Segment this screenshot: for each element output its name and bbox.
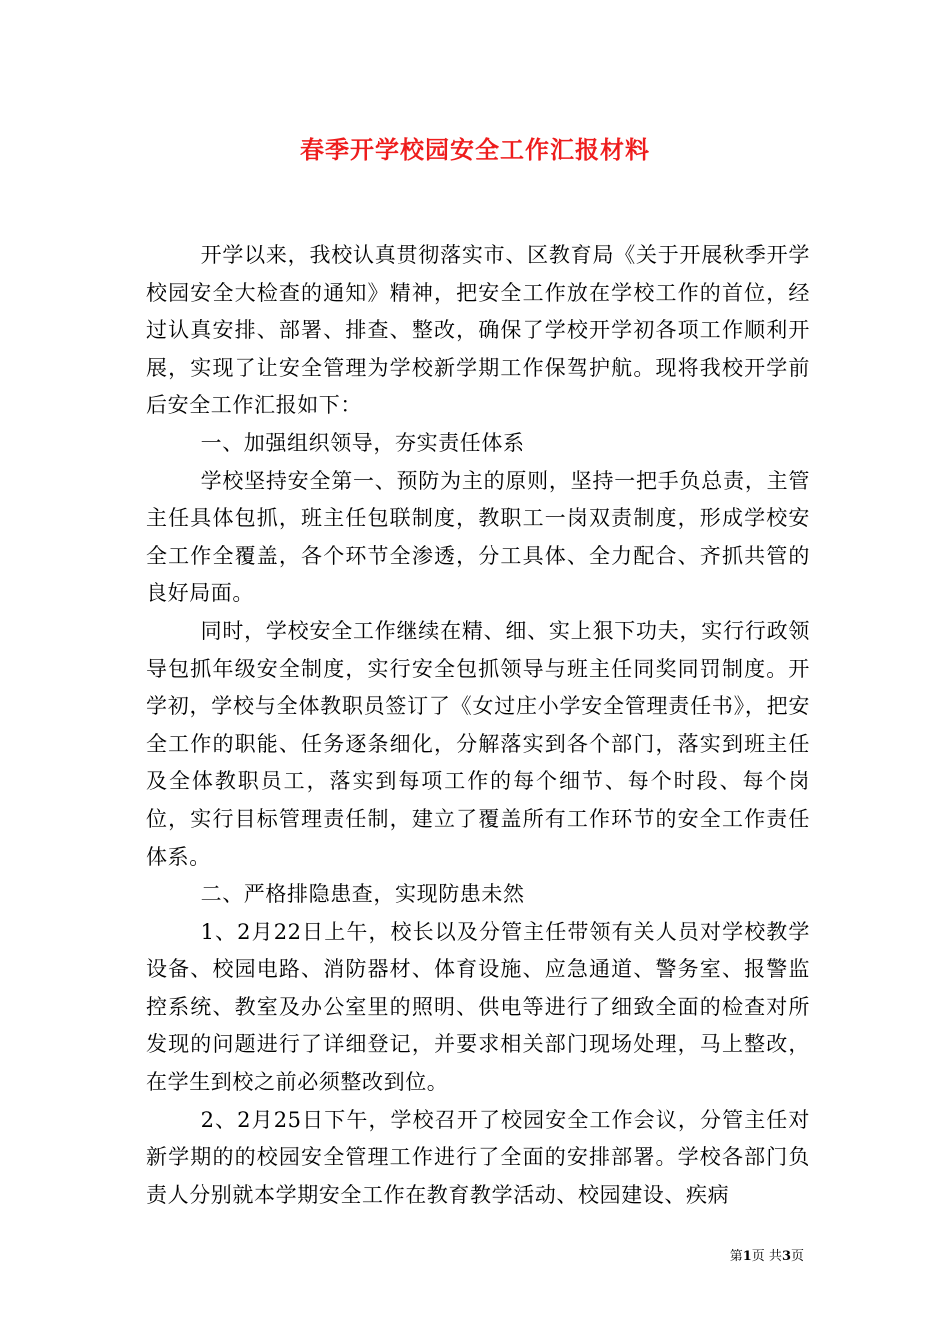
footer-middle: 页 共 <box>751 1249 782 1264</box>
paragraph-item-1: 1、2月22日上午，校长以及分管主任带领有关人员对学校教学设备、校园电路、消防器材、体育设施、应急通道、警务室、报警监控系统、教室及办公室里的照明、供电等进行了细致全面的检查对所发现的问题进行了详细登记，并要求相关部门现场处理，马上整改，在学生到校之前必须整改到位。 <box>146 919 810 1095</box>
section-heading-1: 一、加强组织领导，夯实责任体系 <box>200 430 525 455</box>
paragraph-responsibility: 学校坚持安全第一、预防为主的原则，坚持一把手负总责，主管主任具体包抓，班主任包联制度，教职工一岗双责制度，形成学校安全工作全覆盖，各个环节全渗透，分工具体、全力配合、齐抓共管的良好局面。 <box>146 468 810 606</box>
section-heading-2: 二、严格排隐患查，实现防患未然 <box>200 882 525 907</box>
footer-suffix: 页 <box>790 1249 804 1264</box>
page-number-footer <box>730 1248 804 1266</box>
document-body <box>146 237 810 1214</box>
footer-prefix: 第 <box>729 1249 743 1264</box>
document-title: 春季开学校园安全工作汇报材料 <box>300 135 650 164</box>
paragraph-item-2: 2、2月25日下午，学校召开了校园安全工作会议，分管主任对新学期的的校园安全管理工作进行了全面的安排部署。学校各部门负责人分别就本学期安全工作在教育教学活动、校园建设、疾病 <box>146 1107 810 1207</box>
footer-total-pages: 3 <box>781 1249 791 1264</box>
footer-current-page: 1 <box>742 1249 752 1264</box>
paragraph-meanwhile: 同时，学校安全工作继续在精、细、实上狠下功夫，实行行政领导包抓年级安全制度，实行安全包抓领导与班主任同奖同罚制度。开学初，学校与全体教职员签订了《女过庄小学安全管理责任书》，把安全工作的职能、任务逐条细化，分解落实到各个部门，落实到班主任及全体教职员工，落实到每项工作的每个细节、每个时段、每个岗位，实行目标管理责任制，建立了覆盖所有工作环节的安全工作责任体系。 <box>146 618 810 869</box>
paragraph-intro: 开学以来，我校认真贯彻落实市、区教育局《关于开展秋季开学校园安全大检查的通知》精神，把安全工作放在学校工作的首位，经过认真安排、部署、排查、整改，确保了学校开学初各项工作顺利开展，实现了让安全管理为学校新学期工作保驾护航。现将我校开学前后安全工作汇报如下： <box>146 243 810 418</box>
